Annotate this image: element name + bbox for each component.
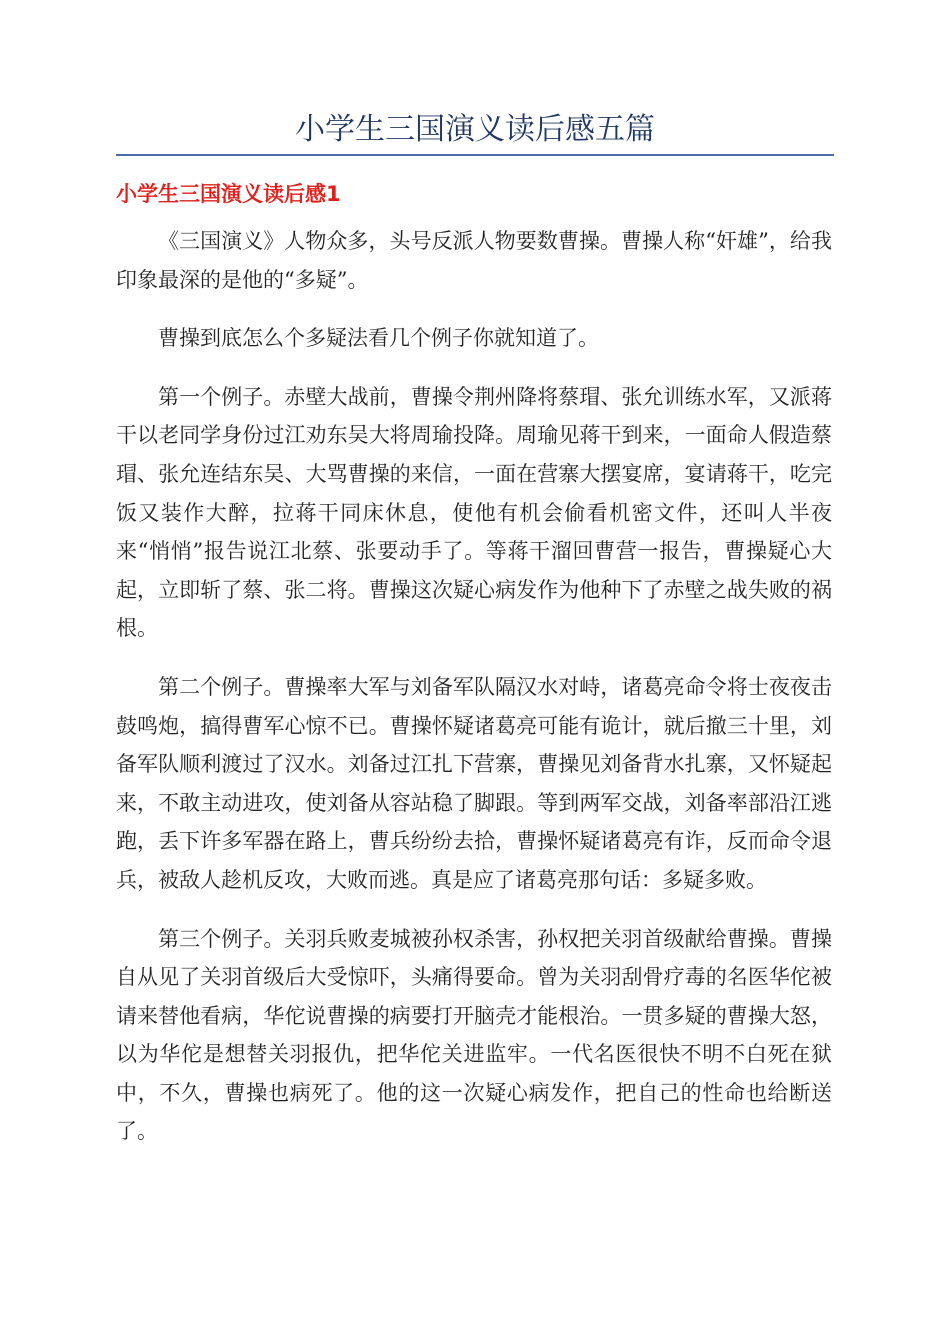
paragraph-3: 第一个例子。赤壁大战前，曹操令荆州降将蔡瑁、张允训练水军，又派蒋干以老同学身份过江劝东吴大将周瑜投降。周瑜见蒋干到来，一面命人假造蔡瑁、张允连结东吴、大骂曹操的来信，一面在营寨大摆宴席，宴请蒋干，吃完饭又装作大醉，拉蒋干同床休息，使他有机会偷看机密文件，还叫人半夜来“悄悄”报告说江北蔡、张要动手了。等蒋干溜回曹营一报告，曹操疑心大起，立即斩了蔡、张二将。曹操这次疑心病发作为他种下了赤壁之战失败的祸根。	[116, 384, 832, 641]
paragraph-5: 第三个例子。关羽兵败麦城被孙权杀害，孙权把关羽首级献给曹操。曹操自从见了关羽首级后大受惊吓，头痛得要命。曾为关羽刮骨疗毒的名医华佗被请来替他看病，华佗说曹操的病要打开脑壳才能根治。一贯多疑的曹操大怒，以为华佗是想替关羽报仇，把华佗关进监牢。一代名医很快不明不白死在狱中，不久，曹操也病死了。他的这一次疑心病发作，把自己的性命也给断送了。	[116, 926, 832, 1144]
document-title: 小学生三国演义读后感五篇	[295, 112, 655, 147]
paragraph-2: 曹操到底怎么个多疑法看几个例子你就知道了。	[158, 326, 599, 351]
paragraph-1: 《三国演义》人物众多，头号反派人物要数曹操。曹操人称“奸雄”，给我印象最深的是他的“多疑”。	[116, 229, 832, 292]
section-heading: 小学生三国演义读后感1	[116, 182, 341, 206]
title-underline	[116, 154, 834, 156]
paragraph-4: 第二个例子。曹操率大军与刘备军队隔汉水对峙，诸葛亮命令将士夜夜击鼓鸣炮，搞得曹军心惊不已。曹操怀疑诸葛亮可能有诡计，就后撤三十里，刘备军队顺利渡过了汉水。刘备过江扎下营寨，曹操见刘备背水扎寨，又怀疑起来，不敢主动进攻，使刘备从容站稳了脚跟。等到两军交战，刘备率部沿江逃跑，丢下许多军器在路上，曹兵纷纷去拾，曹操怀疑诸葛亮有诈，反而命令退兵，被敌人趁机反攻，大败而逃。真是应了诸葛亮那句话：多疑多败。	[116, 674, 832, 892]
essay-body	[116, 222, 832, 1171]
